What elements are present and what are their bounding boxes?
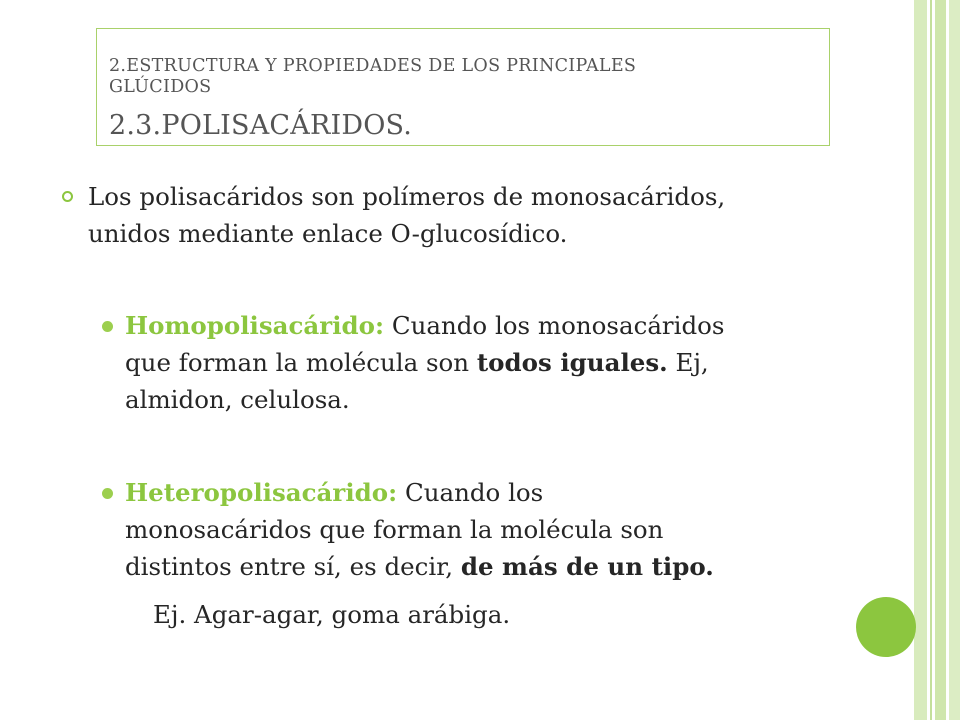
homopolysaccharide-line-3: almidon, celulosa.	[125, 385, 350, 414]
homopolysaccharide-emphasis: todos iguales.	[476, 348, 668, 377]
green-circle-decoration	[856, 597, 916, 657]
stripe-5	[935, 0, 946, 720]
stripe-1	[914, 0, 927, 720]
dot-bullet-icon	[102, 488, 113, 499]
ring-bullet-icon	[62, 191, 73, 202]
homopolysaccharide-line-2a: que forman la molécula son	[125, 348, 477, 377]
heteropolysaccharide-emphasis: de más de un tipo.	[460, 552, 714, 581]
title-subtitle-line-2: GLÚCIDOS	[109, 77, 212, 97]
intro-line-2: unidos mediante enlace O-glucosídico.	[88, 219, 568, 248]
right-stripes-decoration	[914, 0, 960, 720]
homopolysaccharide-paragraph	[125, 307, 725, 418]
dot-bullet-icon	[102, 321, 113, 332]
homopolysaccharide-term: Homopolisacárido:	[125, 311, 385, 340]
heteropolysaccharide-paragraph	[125, 474, 714, 585]
intro-paragraph	[88, 178, 725, 252]
title-subtitle-line-1: 2.ESTRUCTURA Y PROPIEDADES DE LOS PRINCIPALES	[109, 56, 637, 76]
heteropolysaccharide-line-2: monosacáridos que forman la molécula son	[125, 515, 664, 544]
stripe-7	[949, 0, 960, 720]
slide-title: 2.3.POLISACÁRIDOS.	[109, 110, 413, 141]
homopolysaccharide-line-1: Cuando los monosacáridos	[384, 311, 725, 340]
homopolysaccharide-line-2b: Ej,	[667, 348, 709, 377]
heteropolysaccharide-example: Ej. Agar-agar, goma arábiga.	[153, 600, 511, 629]
heteropolysaccharide-line-3a: distintos entre sí, es decir,	[125, 552, 461, 581]
heteropolysaccharide-term: Heteropolisacárido:	[125, 478, 398, 507]
intro-line-1: Los polisacáridos son polímeros de monosacáridos,	[88, 182, 726, 211]
heteropolysaccharide-line-1: Cuando los	[397, 478, 544, 507]
